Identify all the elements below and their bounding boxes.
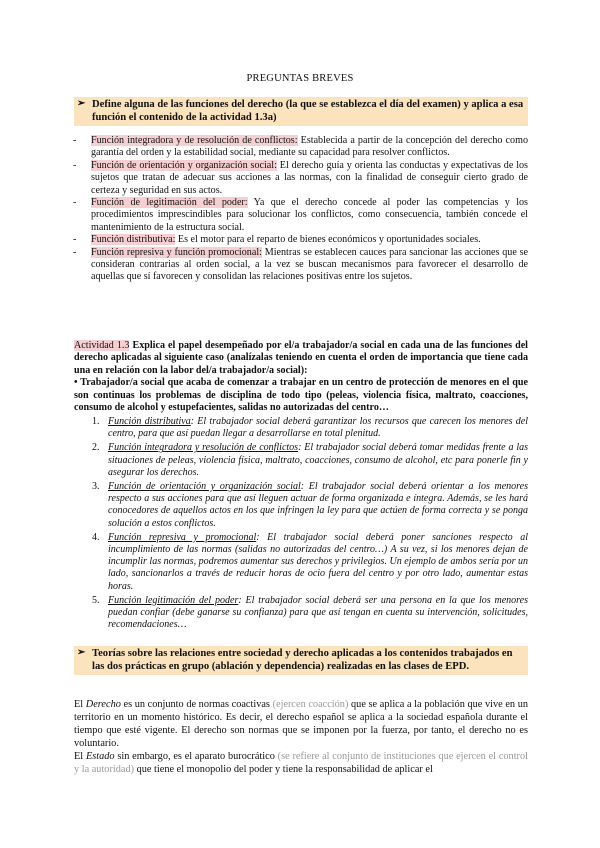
list-item: 3. Función de orientación y organización social: El trabajador social deberá orientar a los menores respecto a sus acciones para que así lleguen actuar de forma organizada e íntegra. Además, se les hará conocedores de aquellos actos en los que infringen la ley para que actúen de forma correcta y se ponga solución a estos conflictos. bbox=[92, 481, 528, 529]
answer-text: : El trabajador social deberá tomar medidas frente a las situaciones de peleas, violencia física, maltrato, coacciones, consumo de alcohol, etc para ponerle fin y asegurar los derechos. bbox=[108, 442, 528, 478]
answers-list bbox=[92, 416, 529, 633]
list-item: - Función integradora y de resolución de conflictos: Establecida a partir de la concepción del derecho como garantía del orden y la estabilidad social, mediante su capacidad para resolver conflictos. bbox=[73, 135, 528, 159]
function-text: Establecida a partir de la concepción del derecho como garantía del orden y la estabilidad social, mediante su capacidad para resolver conflictos. bbox=[91, 135, 528, 159]
answer-label: Función integradora y resolución de conflictos bbox=[108, 442, 299, 454]
term-derecho: Derecho bbox=[85, 699, 121, 710]
answer-label: Función distributiva bbox=[108, 416, 191, 427]
function-label: Función integradora y de resolución de conflictos: bbox=[91, 135, 298, 146]
list-item: - Función de legitimación del poder: Ya que el derecho concede al poder las competencias y los procedimientos imprescindibles para solucionar los conflictos, como consecuencia, también concede el mantenimiento de la estructura social. bbox=[73, 197, 528, 233]
function-text: Es el motor para el reparto de bienes económicos y oportunidades sociales. bbox=[175, 234, 481, 246]
function-label: Función de legitimación del poder: bbox=[91, 197, 248, 209]
paragraph-derecho: El Derecho es un conjunto de normas coactivas (ejercen coacción) que se aplica a la población que vive en un territorio en un momento histórico. Es decir, el derecho español se aplica a la sociedad española durante el tiempo que esté vigente. El derecho son normas que se imponen por la fuerza, por tanto, el derecho no es voluntario. bbox=[74, 699, 528, 749]
arrow-bullet-icon: ➢ bbox=[77, 98, 86, 109]
list-item: 4. Función represiva y promocional: El trabajador social deberá poner sanciones respecto al incumplimiento de las normas (salidas no autorizadas del centro…) A su vez, si los menores dejan de incumplir las normas, podremos aumentar sus derechos y privilegios. Un ejemplo de ambos sería por un lado, sancionarlos a través de reducir horas de ocio fuera del centro y por otro lado, aumentar estas horas. bbox=[92, 531, 529, 592]
question-2-text: Teorías sobre las relaciones entre sociedad y derecho aplicadas a los contenidos trabajados en las dos prácticas en grupo (ablación y dependencia) realizadas en las clases de EPD. bbox=[92, 648, 513, 672]
answer-label: Función de orientación y organización social bbox=[108, 481, 301, 493]
answer-text: : El trabajador social deberá ser una persona en la que los menores puedan confiar (debe ganarse su confianza) para que así tengan en cuenta su intervención, solicitudes, recomendaciones… bbox=[108, 594, 528, 631]
term-estado: Estado bbox=[85, 751, 115, 762]
aside-note: (ejercen coacción) bbox=[272, 699, 349, 710]
answer-label: Función represiva y promocional bbox=[108, 531, 257, 543]
function-text: El derecho guía y orienta las conductas y expectativas de los sujetos que tratan de adecuar sus acciones a las normas, con la finalidad de conseguir cierto grado de certeza y seguridad en sus actos. bbox=[91, 159, 528, 196]
function-text: Ya que el derecho concede al poder las competencias y los procedimientos imprescindibles para solucionar los conflictos, como consecuencia, también concede el mantenimiento de la estructura social. bbox=[91, 197, 528, 233]
question-1-text: Define alguna de las funciones del derecho (la que se establezca el día del examen) y aplica a esa función el contenido de la actividad 1.3a) bbox=[92, 99, 524, 123]
paragraph-estado: El Estado sin embargo, es el aparato burocrático (se refiere al conjunto de instituciones que ejercen el control y la autoridad) que tiene el monopolio del poder y tiene la responsabilidad de aplicar el bbox=[74, 751, 528, 775]
activity-label: Actividad 1.3 bbox=[74, 340, 130, 351]
activity-case: • Trabajador/a social que acaba de comenzar a trabajar en un centro de protección de menores en el que son continuas los problemas de disciplina de todo tipo (peleas, violencia física, maltrato, coacciones, consumo de alcohol y estupefacientes, salidas no autorizadas del centro… bbox=[74, 377, 528, 414]
list-item: 5. Función legitimación del poder: El trabajador social deberá ser una persona en la que los menores puedan confiar (debe ganarse su confianza) para que así tengan en cuenta su intervención, solicitudes, recomendaciones… bbox=[92, 594, 528, 631]
answer-label: Función legitimación del poder bbox=[108, 594, 239, 606]
list-item: - Función represiva y función promocional: Mientras se establecen cauces para sancionar las acciones que se consideran contrarias al orden social, a la vez se buscan mecanismos para favorecer el desarrollo de aquellas que sí favorecen y consolidan las relaciones positivas entre los sujetos. bbox=[73, 246, 529, 283]
page-title: PREGUNTAS BREVES bbox=[246, 73, 354, 84]
function-label: Función de orientación y organización social: bbox=[91, 159, 277, 171]
list-item: - Función de orientación y organización social: El derecho guía y orienta las conductas y expectativas de los sujetos que tratan de adecuar sus acciones a las normas, con la finalidad de conseguir cierto grado de certeza y seguridad en sus actos. bbox=[73, 159, 528, 196]
functions-list bbox=[73, 135, 529, 284]
list-item: - Función distributiva: Es el motor para el reparto de bienes económicos y oportunidades sociales. bbox=[73, 234, 481, 246]
activity-block bbox=[74, 340, 528, 414]
question-1 bbox=[74, 97, 528, 126]
function-text: Mientras se establecen cauces para sancionar las acciones que se consideran contrarias al orden social, a la vez se buscan mecanismos para favorecer el desarrollo de aquellas que sí favorecen y consolidan las relaciones positivas entre los sujetos. bbox=[91, 246, 529, 283]
list-item: 2. Función integradora y resolución de conflictos: El trabajador social deberá tomar medidas frente a las situaciones de peleas, violencia física, maltrato, coacciones, consumo de alcohol, etc para ponerle fin y asegurar los derechos. bbox=[92, 442, 528, 478]
activity-question: Explica el papel desempeñado por el/a trabajador/a social en cada una de las funciones del derecho aplicadas al siguiente caso (analízalas teniendo en cuenta el orden de importancia que tiene cada una en relación con la labor del/a trabajador/a social): bbox=[74, 340, 528, 376]
arrow-bullet-icon: ➢ bbox=[77, 647, 86, 658]
function-label: Función represiva y función promocional: bbox=[91, 246, 262, 258]
answer-text: : El trabajador social deberá garantizar los recursos que carecen los menores del centro, para que así puedan llegar a desarrollarse en total plenitud. bbox=[108, 416, 528, 440]
aside-note: (se refiere al conjunto de instituciones que ejercen el control y la autoridad) bbox=[74, 751, 528, 775]
question-2 bbox=[74, 646, 528, 675]
list-item: 1. Función distributiva: El trabajador social deberá garantizar los recursos que carecen los menores del centro, para que así puedan llegar a desarrollarse en total plenitud. bbox=[92, 416, 528, 440]
answer-text: : El trabajador social deberá poner sanciones respecto al incumplimiento de las normas (salidas no autorizadas del centro…) A su vez, si los menores dejan de incumplir las normas, podremos aumentar sus derechos y privilegios. Un ejemplo de ambos sería por un lado, sancionarlos a través de reducir horas de ocio fuera del centro y por otro lado, aumentar estas horas. bbox=[108, 531, 529, 592]
answer-text: : El trabajador social deberá orientar a los menores respecto a sus acciones para que así lleguen actuar de forma organizada e íntegra. Además, se les hará conocedores de aquellos actos en los que infringen la ley para que actúen de forma correcta y se ponga solución a estos conflictos. bbox=[108, 481, 528, 529]
function-label: Función distributiva: bbox=[91, 234, 176, 246]
